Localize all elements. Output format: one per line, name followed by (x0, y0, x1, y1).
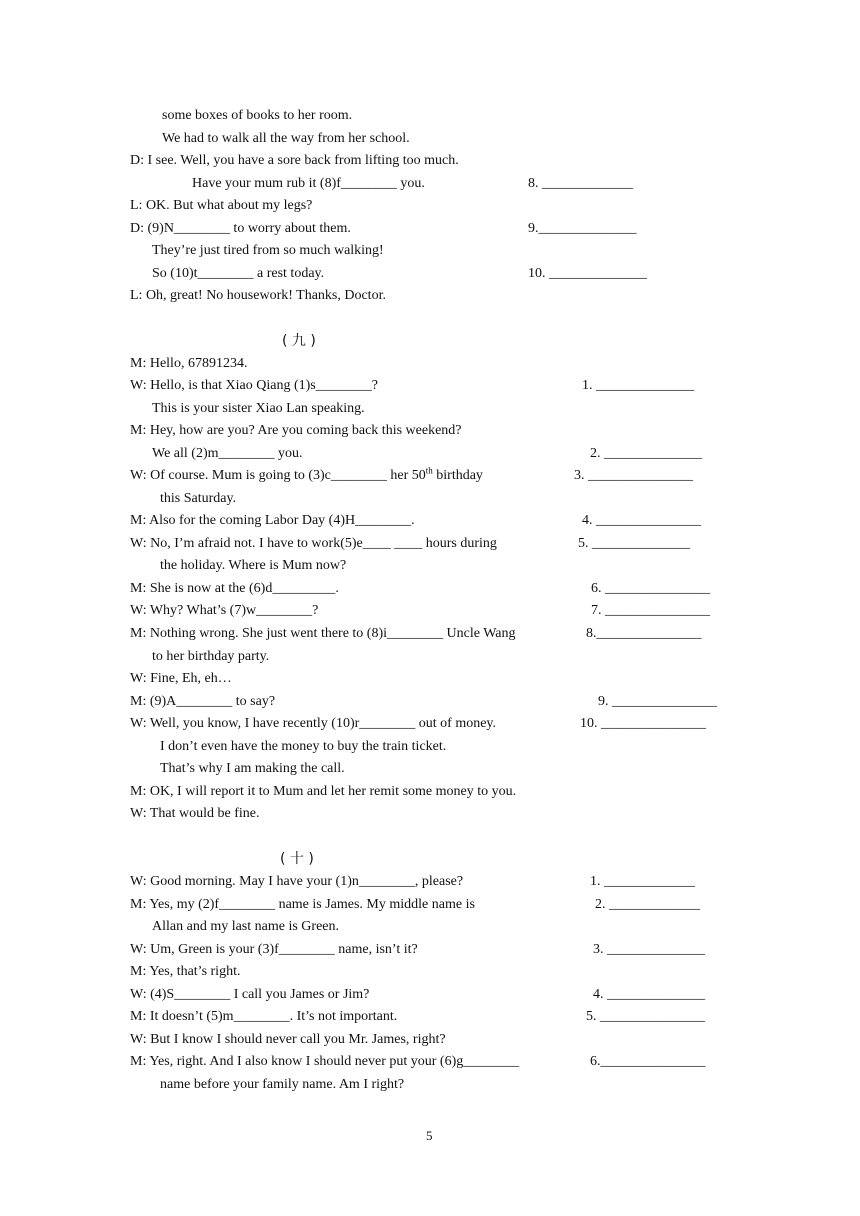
dialogue-line: W: Hello, is that Xiao Qiang (1)s________? (130, 378, 378, 393)
dialogue-line: D: I see. Well, you have a sore back from lifting too much. (130, 153, 459, 168)
dialogue-line: L: Oh, great! No housework! Thanks, Doctor. (130, 288, 386, 303)
dialogue-line: M: (9)A________ to say? (130, 694, 276, 709)
dialogue-line: M: Yes, that’s right. (130, 964, 241, 979)
answer-blank: 3. ______________ (593, 942, 705, 957)
dialogue-line: W: Good morning. May I have your (1)n________, please? (130, 874, 464, 889)
answer-blank: 5. ______________ (578, 536, 690, 551)
dialogue-line: Allan and my last name is Green. (152, 919, 340, 934)
section-title: ( 九 ) (282, 333, 316, 349)
dialogue-line: M: Nothing wrong. She just went there to (8)i________ Uncle Wang (130, 626, 516, 641)
dialogue-line: M: Also for the coming Labor Day (4)H________. (130, 513, 415, 528)
page-number: 5 (426, 1128, 433, 1143)
dialogue-line: That’s why I am making the call. (160, 761, 345, 776)
dialogue-line: So (10)t________ a rest today. (152, 266, 325, 281)
answer-blank: 8._______________ (586, 626, 702, 641)
answer-blank: 5. _______________ (586, 1009, 705, 1024)
dialogue-line: name before your family name. Am I right? (160, 1077, 405, 1092)
dialogue-line: W: Why? What’s (7)w________? (130, 603, 319, 618)
answer-blank: 8. _____________ (528, 176, 633, 191)
dialogue-text: W: Of course. Mum is going to (3)c________ her 50 (130, 468, 426, 483)
dialogue-line: L: OK. But what about my legs? (130, 198, 313, 213)
section-title: ( 十 ) (280, 851, 314, 867)
answer-blank: 1. _____________ (590, 874, 695, 889)
dialogue-line: This is your sister Xiao Lan speaking. (152, 401, 365, 416)
dialogue-line: W: Fine, Eh, eh… (130, 671, 232, 686)
dialogue-line: M: Hey, how are you? Are you coming back this weekend? (130, 423, 462, 438)
answer-blank: 4. ______________ (593, 987, 705, 1002)
dialogue-line: W: But I know I should never call you Mr. James, right? (130, 1032, 446, 1047)
dialogue-line: W: No, I’m afraid not. I have to work(5)e____ ____ hours during (130, 536, 497, 551)
dialogue-line: M: Hello, 67891234. (130, 356, 248, 371)
answer-blank: 9. _______________ (598, 694, 717, 709)
dialogue-line: They’re just tired from so much walking! (152, 243, 384, 258)
dialogue-line: W: That would be fine. (130, 806, 260, 821)
answer-blank: 1. ______________ (582, 378, 694, 393)
answer-blank: 10. _______________ (580, 716, 706, 731)
dialogue-line: some boxes of books to her room. (162, 108, 353, 123)
dialogue-line: the holiday. Where is Mum now? (160, 558, 347, 573)
dialogue-line: M: Yes, my (2)f________ name is James. My middle name is (130, 897, 475, 912)
dialogue-line: We had to walk all the way from her school. (162, 131, 410, 146)
answer-blank: 7. _______________ (591, 603, 710, 618)
answer-blank: 2. _____________ (595, 897, 700, 912)
dialogue-text: birthday (432, 468, 483, 483)
dialogue-line: M: It doesn’t (5)m________. It’s not important. (130, 1009, 398, 1024)
dialogue-line: We all (2)m________ you. (152, 446, 303, 461)
dialogue-line: M: Yes, right. And I also know I should never put your (6)g________ (130, 1054, 520, 1069)
dialogue-line: M: OK, I will report it to Mum and let her remit some money to you. (130, 784, 517, 799)
answer-blank: 2. ______________ (590, 446, 702, 461)
dialogue-line: W: Well, you know, I have recently (10)r________ out of money. (130, 716, 497, 731)
superscript: th (425, 465, 433, 476)
dialogue-line (130, 467, 483, 485)
dialogue-line: W: (4)S________ I call you James or Jim? (130, 987, 370, 1002)
answer-blank: 6. _______________ (591, 581, 710, 596)
dialogue-line: Have your mum rub it (8)f________ you. (192, 176, 425, 191)
answer-blank: 3. _______________ (574, 468, 693, 483)
dialogue-line: to her birthday party. (152, 649, 270, 664)
answer-blank: 9.______________ (528, 221, 637, 236)
dialogue-line: M: She is now at the (6)d_________. (130, 581, 339, 596)
answer-blank: 4. _______________ (582, 513, 701, 528)
dialogue-line: D: (9)N________ to worry about them. (130, 221, 351, 236)
answer-blank: 10. ______________ (528, 266, 647, 281)
dialogue-line: I don’t even have the money to buy the train ticket. (160, 739, 447, 754)
dialogue-line: this Saturday. (160, 491, 237, 506)
answer-blank: 6._______________ (590, 1054, 706, 1069)
dialogue-line: W: Um, Green is your (3)f________ name, isn’t it? (130, 942, 418, 957)
